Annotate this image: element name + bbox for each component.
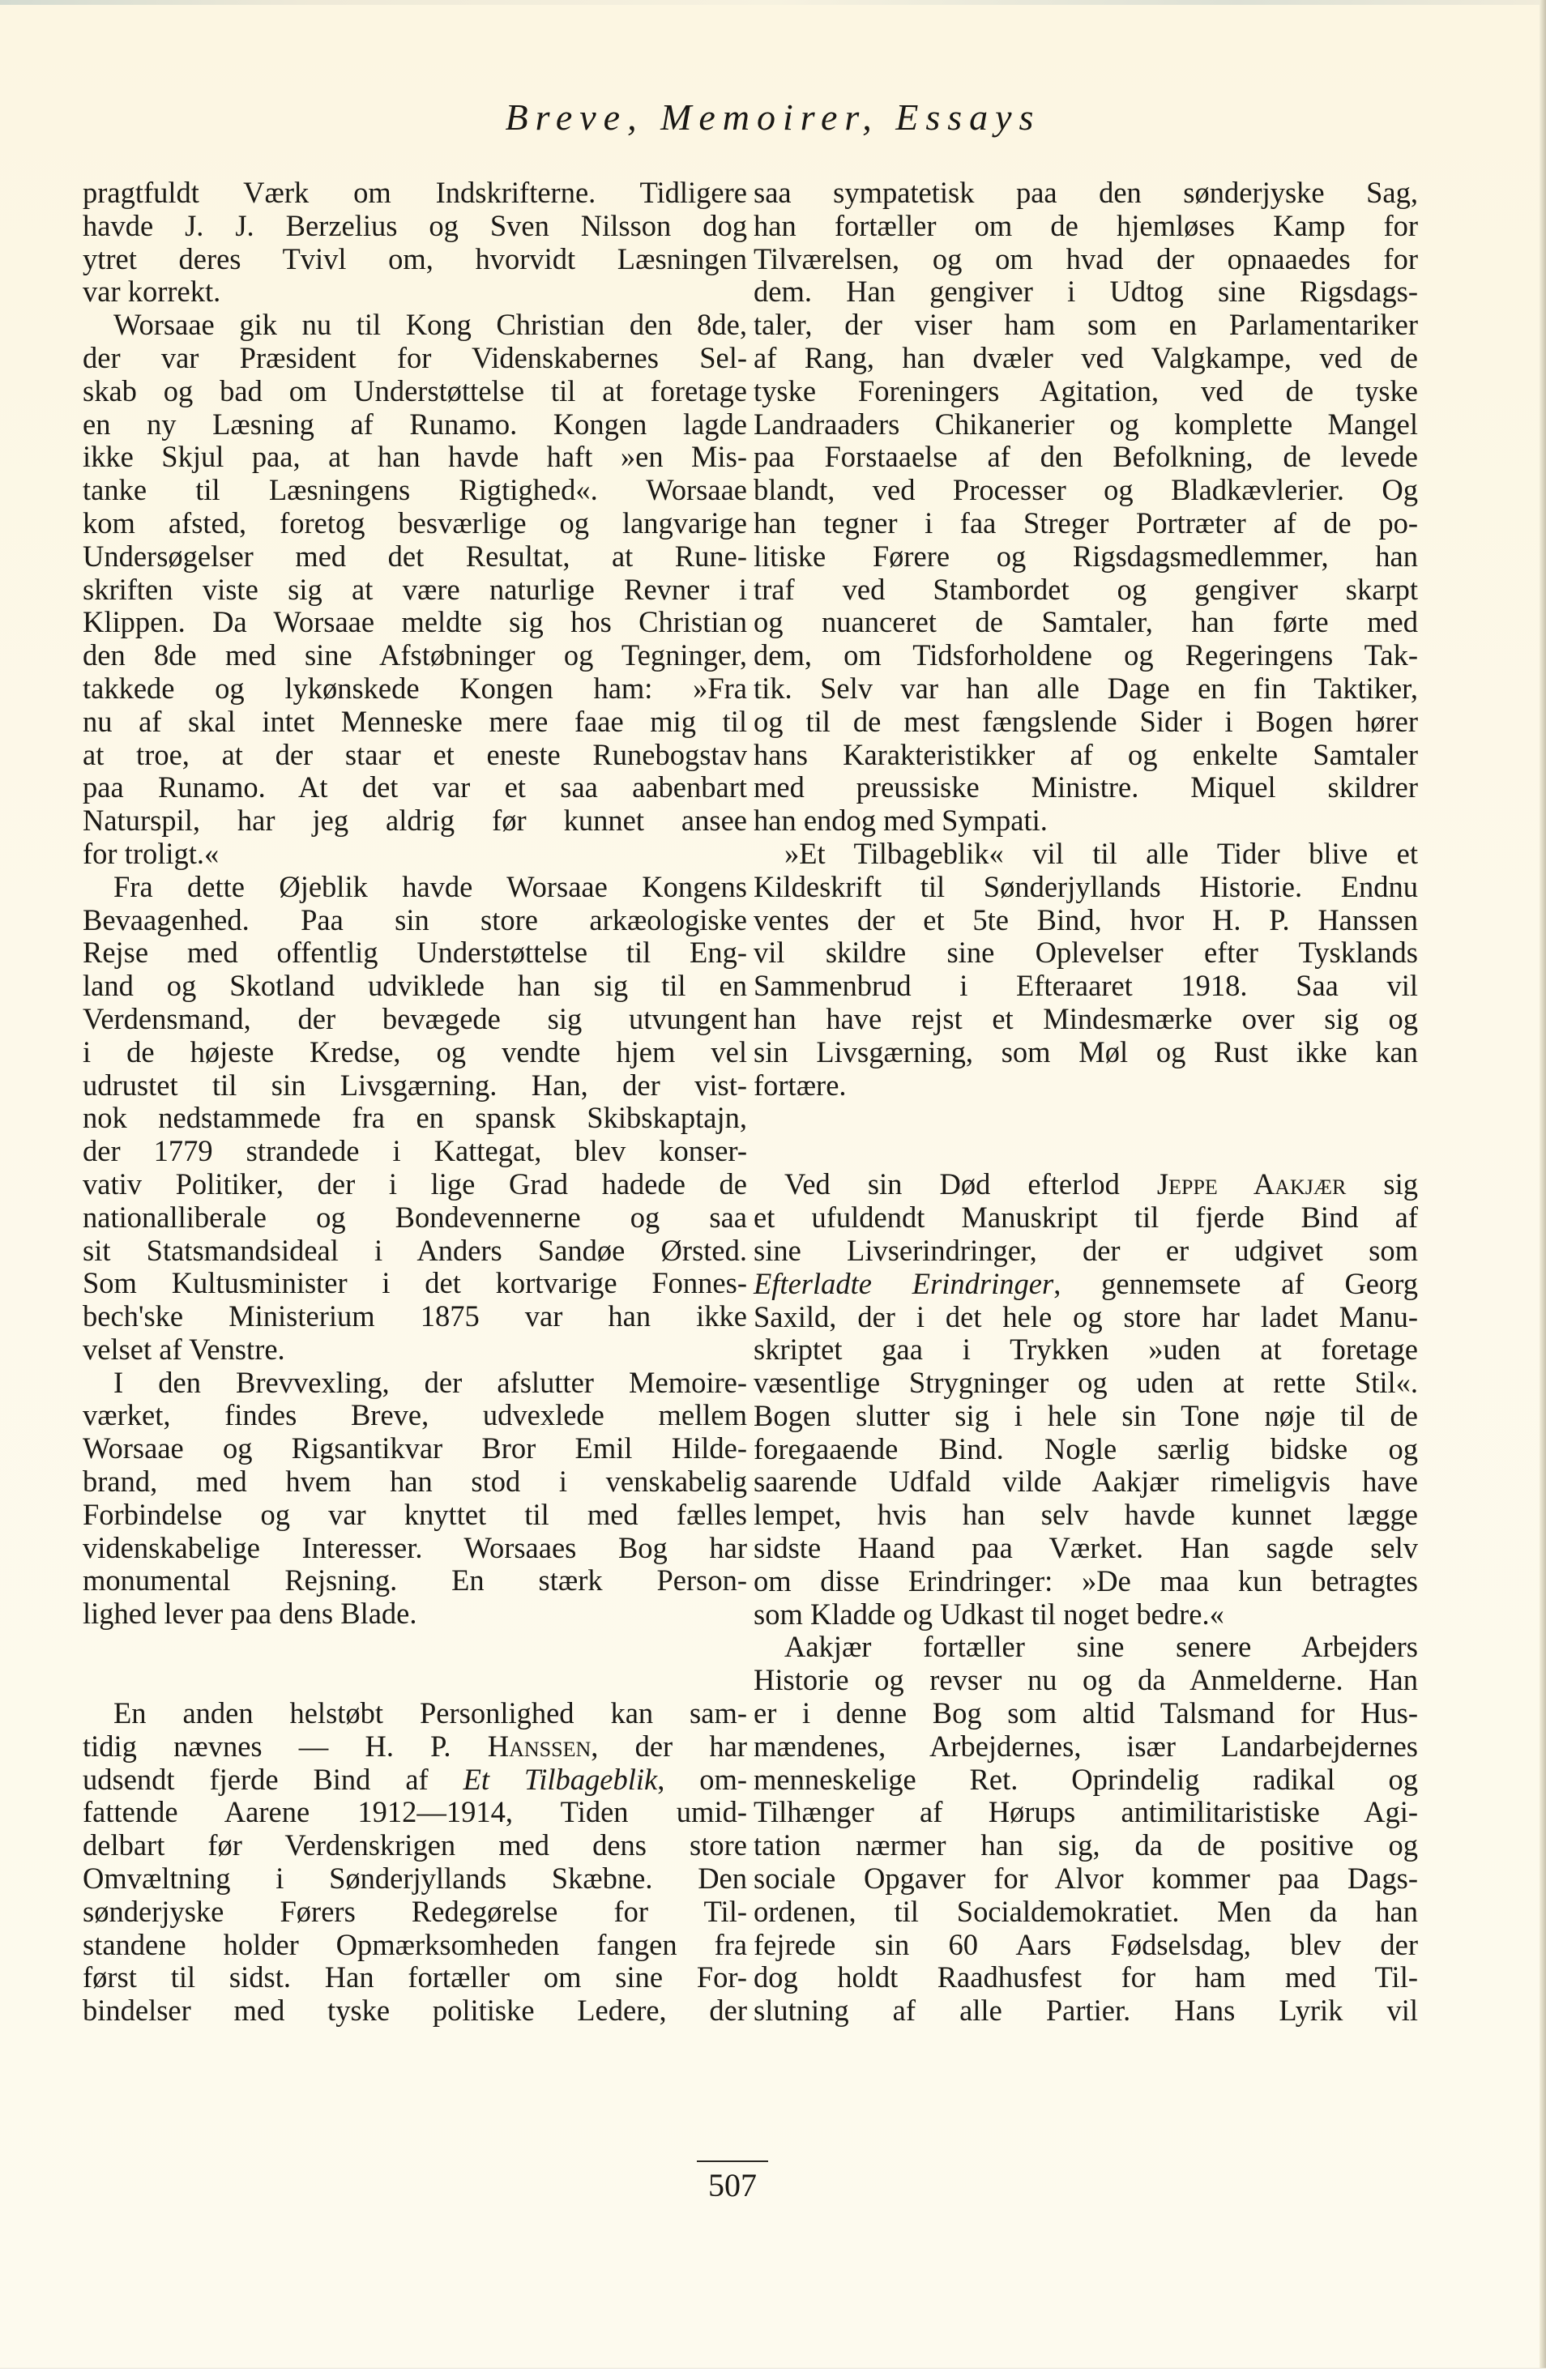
text-line: sociale Opgaver for Alvor kommer paa Dags-: [754, 1862, 1418, 1896]
text-line: litiske Førere og Rigsdagsmedlemmer, han: [754, 539, 1418, 573]
text-line: Kildeskrift til Sønderjyllands Historie. Endnu: [754, 869, 1418, 903]
text-line: taler, der viser ham som en Parlamentariker: [754, 308, 1418, 342]
text-line: der var Præsident for Videnskabernes Sel-: [83, 340, 747, 374]
text-line: hans Karakteristikker af og enkelte Samtaler: [754, 737, 1418, 771]
text-line: »Et Tilbageblik« vil til alle Tider blive et: [784, 836, 1418, 870]
text-line: vil skildre sine Oplevelser efter Tysklands: [754, 936, 1418, 970]
text-line: ventes der et 5te Bind, hvor H. P. Hanssen: [754, 902, 1418, 936]
text-line: saa sympatetisk paa den sønderjyske Sag,: [754, 176, 1418, 209]
text-line: Historie og revser nu og da Anmelderne. Han: [754, 1663, 1418, 1697]
text-line: nok nedstammede fra en spansk Skibskaptajn,: [83, 1101, 747, 1135]
text-line: takkede og lykønskede Kongen ham: »Fra: [83, 671, 747, 705]
text-line: for troligt.«: [83, 836, 220, 870]
page-number: 507: [708, 2167, 757, 2203]
text-line: fattende Aarene 1912—1914, Tiden umid-: [83, 1795, 747, 1829]
text-line: nu af skal intet Menneske mere faae mig til: [83, 704, 747, 738]
text-line: land og Skotland udviklede han sig til en: [83, 969, 747, 1003]
text-line: og til de mest fængslende Sider i Bogen hører: [754, 704, 1418, 738]
text-line: blandt, ved Processer og Bladkævlerier. Og: [754, 473, 1418, 507]
text-line: Undersøgelser med det Resultat, at Rune-: [83, 539, 747, 573]
text-line: er i denne Bog som altid Talsmand for Hus-: [754, 1696, 1418, 1730]
text-line: Tilhænger af Hørups antimilitaristiske Agi-: [754, 1795, 1418, 1829]
text-line: tyske Foreningers Agitation, ved de tyske: [754, 373, 1418, 407]
text-line: med preussiske Ministre. Miquel skildrer: [754, 770, 1418, 804]
text-line: Omvæltning i Sønderjyllands Skæbne. Den: [83, 1862, 747, 1896]
text-line: en ny Læsning af Runamo. Kongen lagde: [83, 407, 747, 441]
text-line: havde J. J. Berzelius og Sven Nilsson dog: [83, 208, 747, 242]
text-line: Verdensmand, der bevægede sig utvungent: [83, 1001, 747, 1035]
text-line: af Rang, han dvæler ved Valgkampe, ved de: [754, 340, 1418, 374]
left-column: [83, 177, 747, 2028]
text-line: delbart før Verdenskrigen med dens store: [83, 1828, 747, 1862]
text-line: menneskelige Ret. Oprindelig radikal og: [754, 1762, 1418, 1796]
text-line: mændenes, Arbejdernes, især Landarbejdernes: [754, 1729, 1418, 1763]
text-line: monumental Rejsning. En stærk Person-: [83, 1563, 747, 1597]
text-line: Worsaae gik nu til Kong Christian den 8de,: [113, 308, 747, 342]
text-line: vativ Politiker, der i lige Grad hadede de: [83, 1167, 747, 1201]
text-line: ordenen, til Socialdemokratiet. Men da han: [754, 1894, 1418, 1928]
text-line: tation nærmer han sig, da de positive og: [754, 1828, 1418, 1862]
text-line: Efterladte Erindringer, gennemsete af Georg: [754, 1266, 1418, 1300]
right-column: [754, 177, 1418, 2028]
text-line: pragtfuldt Værk om Indskrifterne. Tidligere: [83, 176, 747, 209]
text-line: Sammenbrud i Efteraaret 1918. Saa vil: [754, 969, 1418, 1003]
text-line: Forbindelse og var knyttet til med fælles: [83, 1497, 747, 1531]
paragraph: [83, 1367, 747, 1631]
text-line: tanke til Læsningens Rigtighed«. Worsaae: [83, 473, 747, 507]
text-line: videnskabelige Interesser. Worsaaes Bog har: [83, 1530, 747, 1564]
text-line: skab og bad om Understøttelse til at foretage: [83, 373, 747, 407]
text-line: tik. Selv var han alle Dage en fin Taktiker,: [754, 671, 1418, 705]
text-line: var korrekt.: [83, 275, 221, 309]
section-break: [754, 1102, 1418, 1168]
text-line: han fortæller om de hjemløses Kamp for: [754, 208, 1418, 242]
text-line: dem. Han gengiver i Udtog sine Rigsdags-: [754, 275, 1418, 309]
text-line: skriften viste sig at være naturlige Revner i: [83, 572, 747, 606]
text-line: sønderjyske Førers Redegørelse for Til-: [83, 1894, 747, 1928]
text-line: han have rejst et Mindesmærke over sig og: [754, 1001, 1418, 1035]
text-line: skriptet gaa i Trykken »uden at foretage: [754, 1333, 1418, 1367]
text-line: slutning af alle Partier. Hans Lyrik vil: [754, 1994, 1418, 2028]
paragraph: [754, 177, 1418, 838]
paragraph: [83, 309, 747, 871]
running-head: Breve, Memoirer, Essays: [505, 96, 1041, 138]
text-line: Bogen slutter sig i hele sin Tone nøje til de: [754, 1398, 1418, 1432]
paragraph: [754, 1168, 1418, 1631]
text-line: En anden helstøbt Personlighed kan sam-: [113, 1696, 747, 1730]
text-line: traf ved Stambordet og gengiver skarpt: [754, 572, 1418, 606]
folio-rule: [697, 2160, 768, 2162]
text-line: Fra dette Øjeblik havde Worsaae Kongens: [113, 869, 747, 903]
text-line: standene holder Opmærksomheden fangen fra: [83, 1927, 747, 1961]
text-line: sit Statsmandsideal i Anders Sandøe Ørsted.: [83, 1233, 747, 1267]
text-line: sin Livsgærning, som Møl og Rust ikke kan: [754, 1034, 1418, 1068]
text-line: først til sidst. Han fortæller om sine For-: [83, 1960, 747, 1994]
text-line: Saxild, der i det hele og store har ladet Manu-: [754, 1299, 1418, 1333]
page-bottom-edge: [0, 2368, 1546, 2380]
text-line: væsentlige Strygninger og uden at rette Stil«.: [754, 1366, 1418, 1400]
text-line: Landraaders Chikanerier og komplette Mangel: [754, 407, 1418, 441]
book-title-italic: Et Tilbageblik: [463, 1762, 658, 1796]
text-line: om disse Erindringer: »De maa kun betragtes: [754, 1563, 1418, 1597]
paragraph: [83, 871, 747, 1367]
text-line: Tilværelsen, og om hvad der opnaaedes for: [754, 241, 1418, 275]
text-line: I den Brevvexling, der afslutter Memoire-: [113, 1365, 747, 1399]
text-line: Klippen. Da Worsaae meldte sig hos Christian: [83, 605, 747, 639]
text-line: lighed lever paa dens Blade.: [83, 1597, 417, 1631]
text-line: lempet, hvis han selv havde kunnet lægge: [754, 1498, 1418, 1532]
text-line: nationalliberale og Bondevennerne og saa: [83, 1200, 747, 1234]
text-line: at troe, at der staar et eneste Runebogstav: [83, 737, 747, 771]
text-line: bindelser med tyske politiske Ledere, der: [83, 1994, 747, 2028]
text-line: paa Forstaaelse af den Befolkning, de levede: [754, 440, 1418, 474]
text-line: Som Kultusminister i det kortvarige Fonnes-: [83, 1266, 747, 1300]
page-top-edge: [0, 0, 1546, 5]
text-line: Worsaae og Rigsantikvar Bror Emil Hilde-: [83, 1431, 747, 1465]
text-line: sidste Haand paa Værket. Han sagde selv: [754, 1531, 1418, 1565]
text-line: som Kladde og Udkast til noget bedre.«: [754, 1597, 1224, 1631]
text-line: saarende Udfald vilde Aakjær rimeligvis have: [754, 1465, 1418, 1499]
text-line: kom afsted, foretog besværlige og langvarige: [83, 505, 747, 540]
text-line: Bevaagenhed. Paa sin store arkæologiske: [83, 902, 747, 936]
text-line: Ved sin Død efterlod Jeppe Aakjær sig: [784, 1167, 1418, 1201]
paragraph: [754, 838, 1418, 1102]
text-line: dem, om Tidsforholdene og Regeringens Tak-: [754, 638, 1418, 672]
text-line: den 8de med sine Afstøbninger og Tegninger,: [83, 638, 747, 672]
text-line: han tegner i faa Streger Portræter af de po-: [754, 505, 1418, 540]
text-line: paa Runamo. At det var et saa aabenbart: [83, 770, 747, 804]
text-line: ytret deres Tvivl om, hvorvidt Læsningen: [83, 241, 747, 275]
author-name-small-caps: Jeppe Aakjær: [1156, 1167, 1347, 1201]
page-right-edge: [1540, 0, 1546, 2380]
text-line: Rejse med offentlig Understøttelse til Eng-: [83, 936, 747, 970]
text-line: ikke Skjul paa, at han havde haft »en Mis-: [83, 440, 747, 474]
text-line: et ufuldendt Manuskript til fjerde Bind af: [754, 1201, 1418, 1235]
text-line: værket, findes Breve, udvexlede mellem: [83, 1398, 747, 1432]
paragraph: [754, 1631, 1418, 2028]
text-line: velset af Venstre.: [83, 1332, 285, 1366]
text-line: tidig nævnes — H. P. Hanssen, der har: [83, 1729, 747, 1763]
text-line: dog holdt Raadhusfest for ham med Til-: [754, 1960, 1418, 1994]
book-title-italic: Efterladte Erindringer: [754, 1266, 1054, 1300]
text-line: fejrede sin 60 Aars Fødselsdag, blev der: [754, 1927, 1418, 1961]
text-line: udrustet til sin Livsgærning. Han, der vist-: [83, 1068, 747, 1102]
text-line: Naturspil, har jeg aldrig før kunnet ansee: [83, 804, 747, 838]
paragraph: [83, 177, 747, 309]
paragraph: [83, 1697, 747, 2028]
text-line: og nuanceret de Samtaler, han førte med: [754, 605, 1418, 639]
text-line: fortære.: [754, 1068, 847, 1102]
text-line: bech'ske Ministerium 1875 var han ikke: [83, 1299, 747, 1333]
text-line: udsendt fjerde Bind af Et Tilbageblik, om-: [83, 1762, 748, 1796]
text-line: brand, med hvem han stod i venskabelig: [83, 1465, 747, 1499]
text-line: Aakjær fortæller sine senere Arbejders: [784, 1630, 1418, 1664]
author-name-small-caps: Hanssen: [487, 1729, 591, 1763]
text-line: sine Livserindringer, der er udgivet som: [754, 1233, 1418, 1267]
text-line: han endog med Sympati.: [754, 804, 1048, 838]
section-break: [83, 1631, 747, 1697]
text-line: i de højeste Kredse, og vendte hjem vel: [83, 1034, 747, 1068]
text-line: foregaaende Bind. Nogle særlig bidske og: [754, 1431, 1418, 1465]
text-line: der 1779 strandede i Kattegat, blev konser-: [83, 1134, 747, 1168]
